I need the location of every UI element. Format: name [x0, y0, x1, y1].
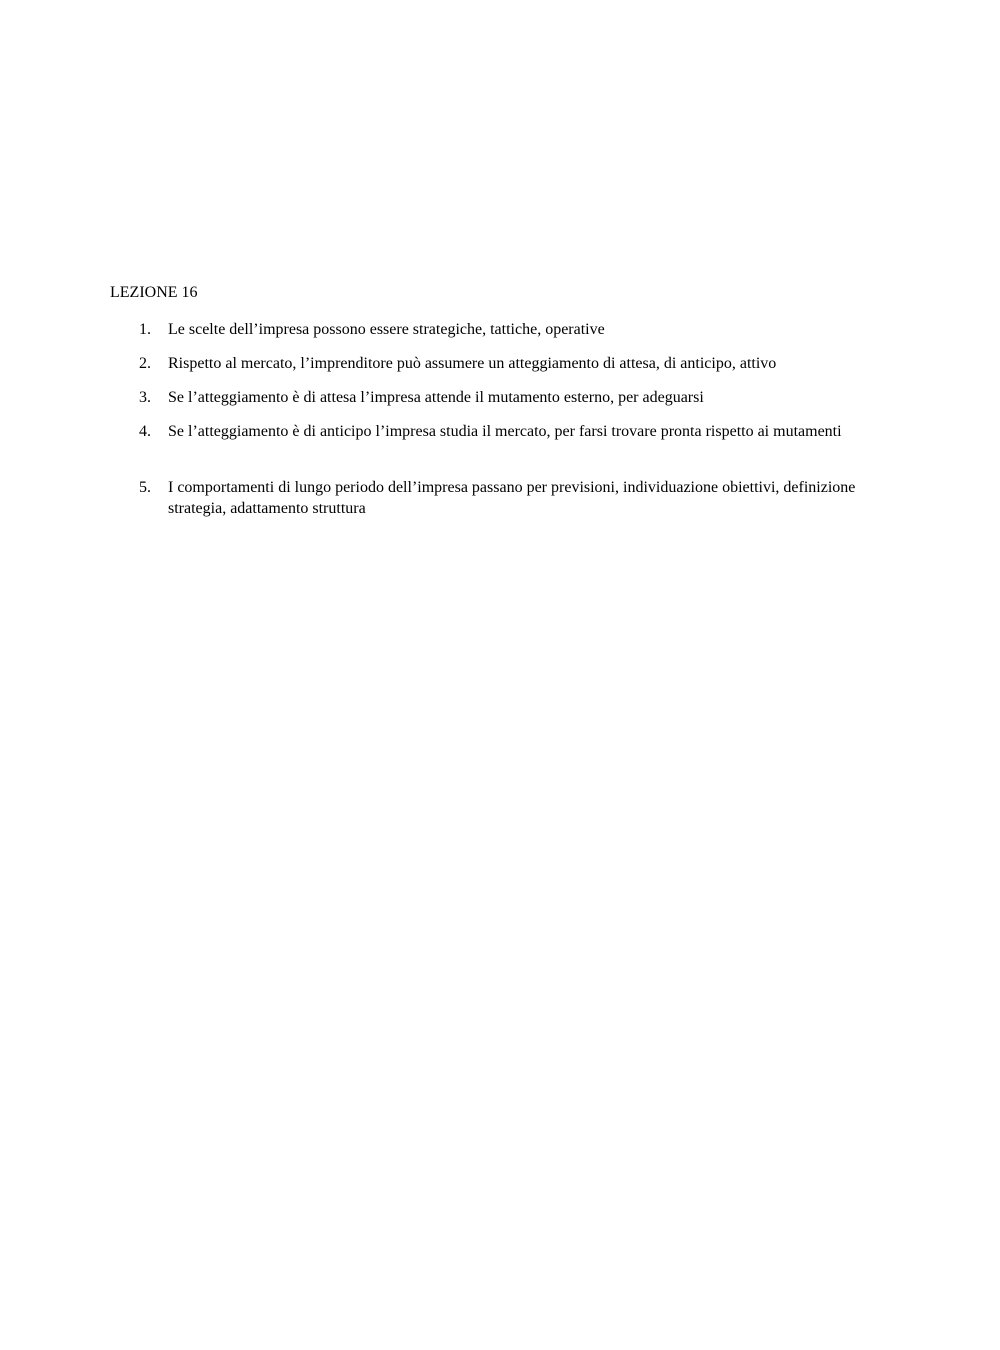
list-item-text: I comportamenti di lungo periodo dell’impresa passano per previsioni, individuazione obiettivi, definizione strategia, adattamento struttura — [168, 479, 856, 517]
list-item-text: Rispetto al mercato, l’imprenditore può assumere un atteggiamento di attesa, di anticipo, attivo — [168, 355, 777, 372]
list-item-number: 5. — [139, 479, 151, 496]
lesson-heading: LEZIONE 16 — [110, 284, 198, 301]
list-item-number: 3. — [139, 389, 151, 406]
list-item-text: Le scelte dell’impresa possono essere strategiche, tattiche, operative — [168, 321, 605, 338]
list-item-text: Se l’atteggiamento è di anticipo l’impresa studia il mercato, per farsi trovare pronta rispetto ai mutamenti — [168, 423, 842, 440]
list-item-number: 2. — [139, 355, 151, 372]
list-item-text: Se l’atteggiamento è di attesa l’impresa attende il mutamento esterno, per adeguarsi — [168, 389, 704, 406]
list-item-number: 1. — [139, 321, 151, 338]
list-item-number: 4. — [139, 423, 151, 440]
